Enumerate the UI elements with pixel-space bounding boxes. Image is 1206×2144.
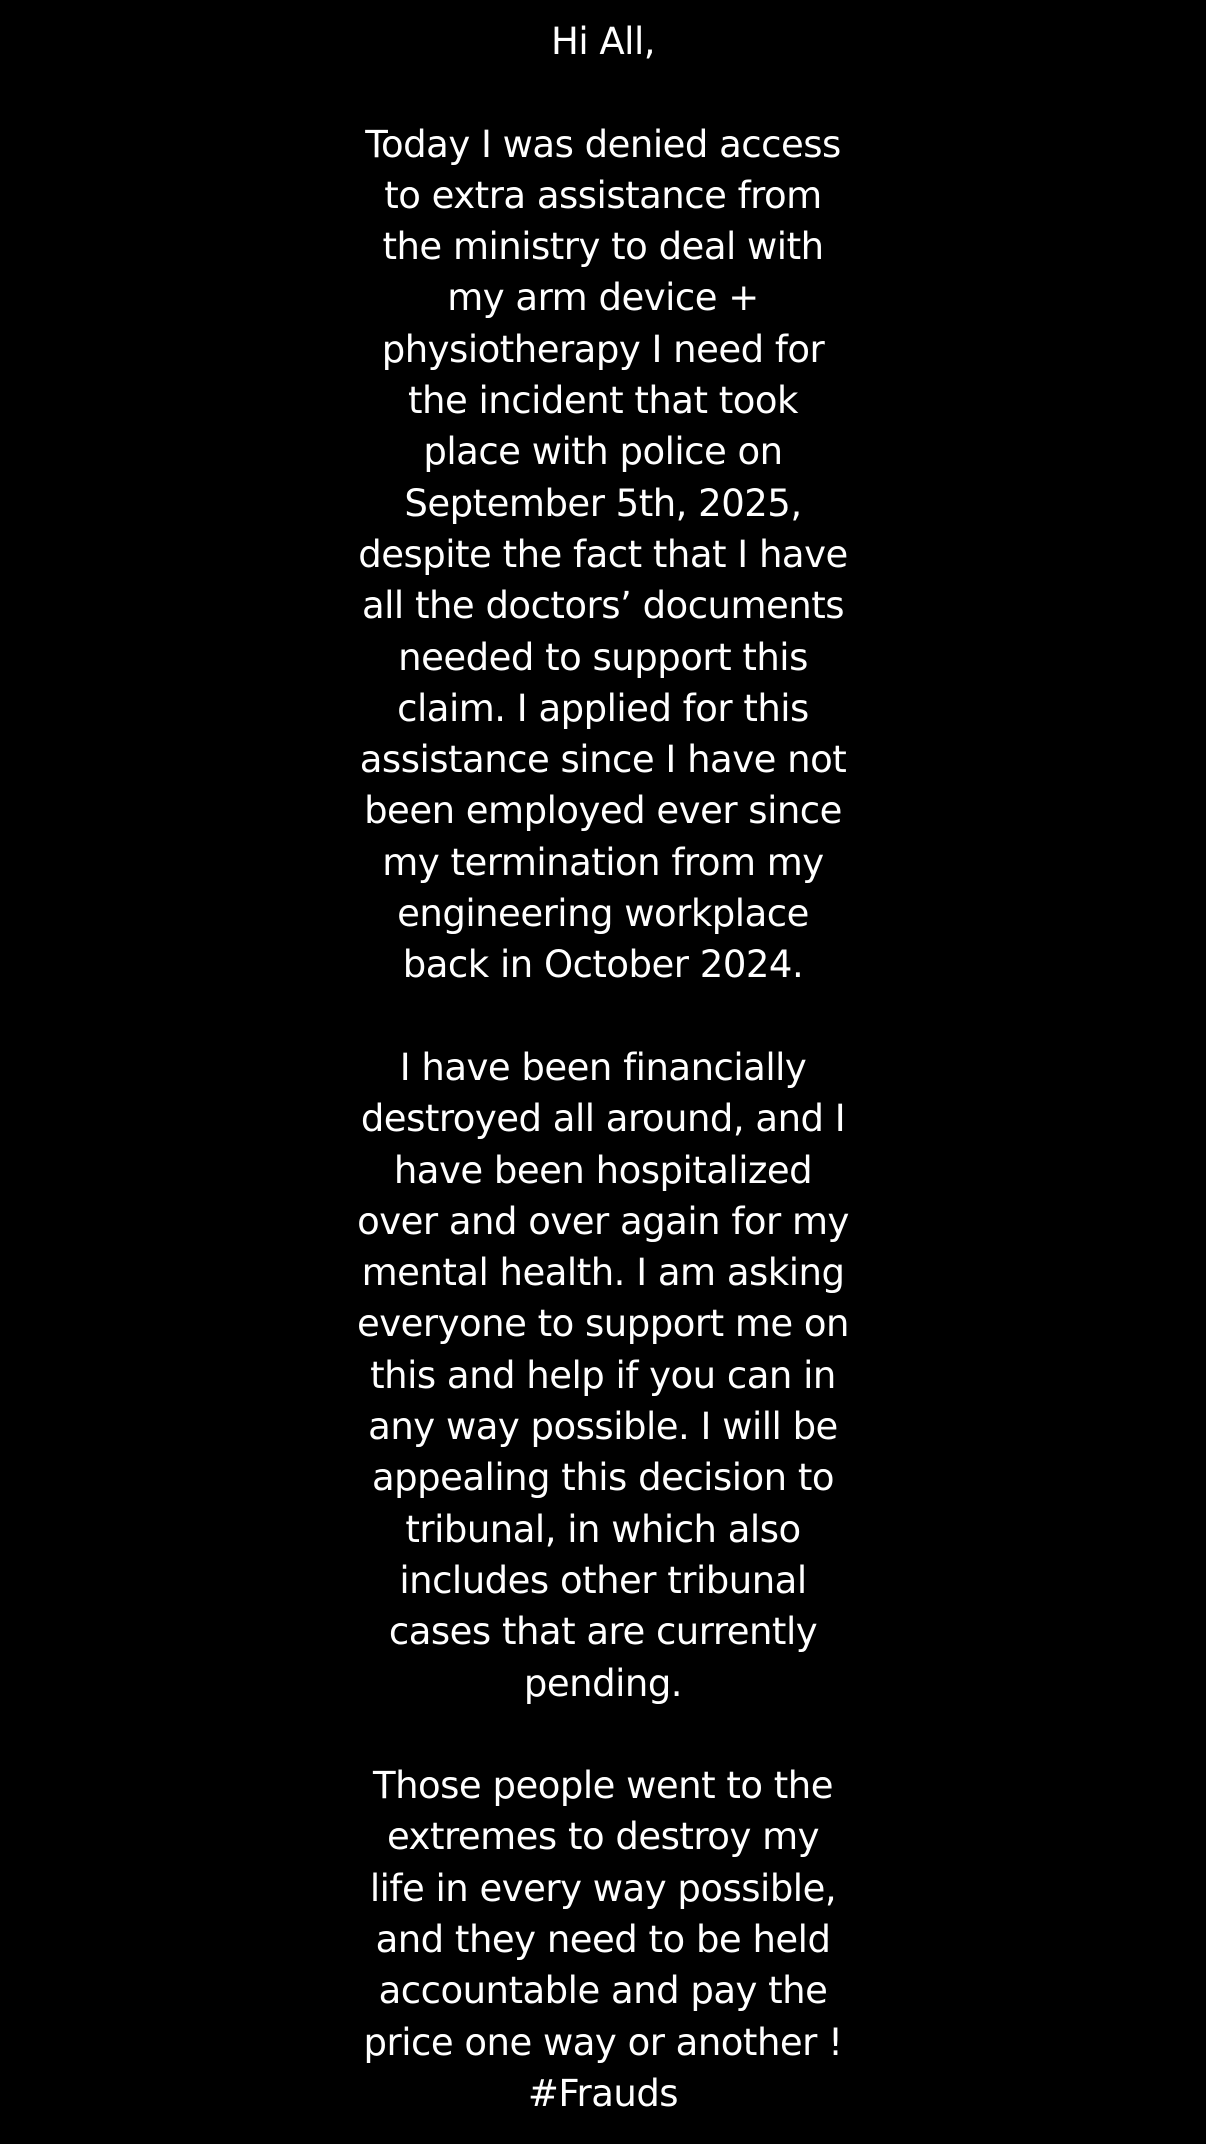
text-line: been employed ever since (364, 789, 842, 833)
text-line: this and help if you can in (370, 1353, 836, 1397)
text-line: to extra assistance from (384, 173, 822, 217)
paragraph-spacer (320, 991, 886, 1042)
text-line: destroyed all around, and I (360, 1097, 846, 1141)
text-line: all the doctors’ documents (361, 584, 845, 628)
text-line: my arm device + (447, 276, 759, 320)
paragraph-denied-assistance (320, 119, 886, 991)
hashtag: #Frauds (527, 2071, 679, 2115)
greeting-line: Hi All, (551, 20, 655, 63)
text-line: everyone to support me on (356, 1302, 850, 1346)
text-line: the incident that took (408, 379, 798, 423)
text-line: place with police on (423, 430, 783, 474)
paragraph-spacer (320, 67, 886, 118)
text-line: over and over again for my (357, 1199, 849, 1243)
text-line: Today I was denied access (365, 122, 841, 166)
text-line: assistance since I have not (359, 738, 847, 782)
text-line: cases that are currently (388, 1610, 818, 1654)
greeting (320, 16, 886, 67)
text-line: September 5th, 2025, (404, 481, 802, 525)
text-line: accountable and pay the (378, 1969, 828, 2013)
text-line: pending. (523, 1661, 683, 1705)
text-line: appealing this decision to (371, 1456, 835, 1500)
text-line: despite the fact that I have (358, 532, 848, 576)
text-line: have been hospitalized (393, 1148, 813, 1192)
text-line: any way possible. I will be (368, 1405, 838, 1449)
text-line: needed to support this (398, 635, 808, 679)
text-line: physiotherapy I need for (381, 327, 825, 371)
text-line: Those people went to the (372, 1764, 834, 1808)
text-line: includes other tribunal (399, 1558, 807, 1602)
text-line: claim. I applied for this (397, 686, 809, 730)
text-line: engineering workplace (397, 892, 809, 936)
paragraph-accountability (320, 1760, 886, 2119)
text-line: my termination from my (382, 840, 824, 884)
text-line: mental health. I am asking (361, 1251, 845, 1295)
text-line: extremes to destroy my (386, 1815, 820, 1859)
story-text (320, 16, 886, 2119)
text-line: price one way or another ! (363, 2020, 843, 2064)
paragraph-financial-hardship (320, 1042, 886, 1709)
text-line: the ministry to deal with (382, 225, 824, 269)
paragraph-spacer (320, 1709, 886, 1760)
text-line: and they need to be held (375, 1917, 831, 1961)
text-line: life in every way possible, (369, 1866, 837, 1910)
text-line: tribunal, in which also (405, 1507, 801, 1551)
text-line: I have been financially (399, 1045, 807, 1089)
text-line: back in October 2024. (402, 943, 804, 987)
